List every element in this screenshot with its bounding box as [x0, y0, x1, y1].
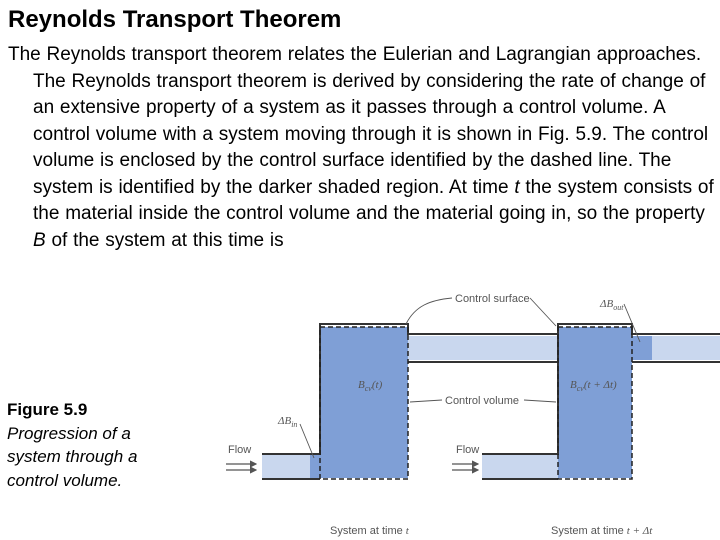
control-volume-diagram [0, 282, 720, 540]
right-control-volume-fluid [558, 327, 632, 478]
left-inlet-light-fluid [262, 454, 310, 478]
left-control-volume-fluid [320, 327, 408, 478]
paragraph-text-1: The Reynolds transport theorem relates the Eulerian and Lagrangian approaches. The Reynolds transport theorem is derived by considering the rate of change of an extensive property of a system as it passes through a control volume. A control volume with a system moving through it is shown in Fig. 5.9. The control volume is enclosed by the control surface identified by the dashed line. The system is identified by the darker shaded region. At time [8, 44, 709, 198]
control-surface-label: Control surface [455, 293, 530, 305]
property-variable: B [33, 229, 46, 251]
figure-label: Figure 5.9 [7, 400, 88, 419]
system-time-left-label: System at time t [330, 525, 409, 537]
control-volume-label: Control volume [445, 395, 519, 407]
left-inlet-dark-fluid [310, 454, 320, 478]
time-variable: t [514, 176, 520, 198]
control-surface-leader-left [406, 298, 452, 324]
right-outlet-dark-fluid [632, 336, 652, 360]
paragraph-text-2: the system consists of the material inside the control volume and the material going in, so the property [33, 176, 714, 224]
flow-label-left: Flow [228, 444, 252, 456]
paragraph-text-3: of the system at this time is [45, 229, 284, 251]
flow-label-right: Flow [456, 444, 480, 456]
control-volume-leader-left [410, 400, 442, 402]
page-title: Reynolds Transport Theorem [8, 6, 342, 33]
bcv-right-label: $B_{cv}(t + \Delta t)$ [570, 379, 617, 393]
control-volume-leader-right [524, 400, 556, 402]
right-outlet-light-fluid [652, 336, 720, 360]
right-inlet-light-fluid [482, 454, 558, 478]
delta-b-in-label: $\Delta B_{in}$ [278, 415, 298, 429]
delta-b-in-leader [300, 424, 314, 458]
bcv-left-label: $B_{cv}(t)$ [358, 379, 383, 393]
figure-description: Progression of a system through a control volume. [7, 423, 138, 490]
control-surface-leader-right [530, 298, 556, 326]
body-paragraph [8, 42, 716, 254]
system-time-right-label: System at time t + Δt [551, 525, 653, 537]
delta-b-out-label: $\Delta B_{out}$ [600, 298, 624, 312]
